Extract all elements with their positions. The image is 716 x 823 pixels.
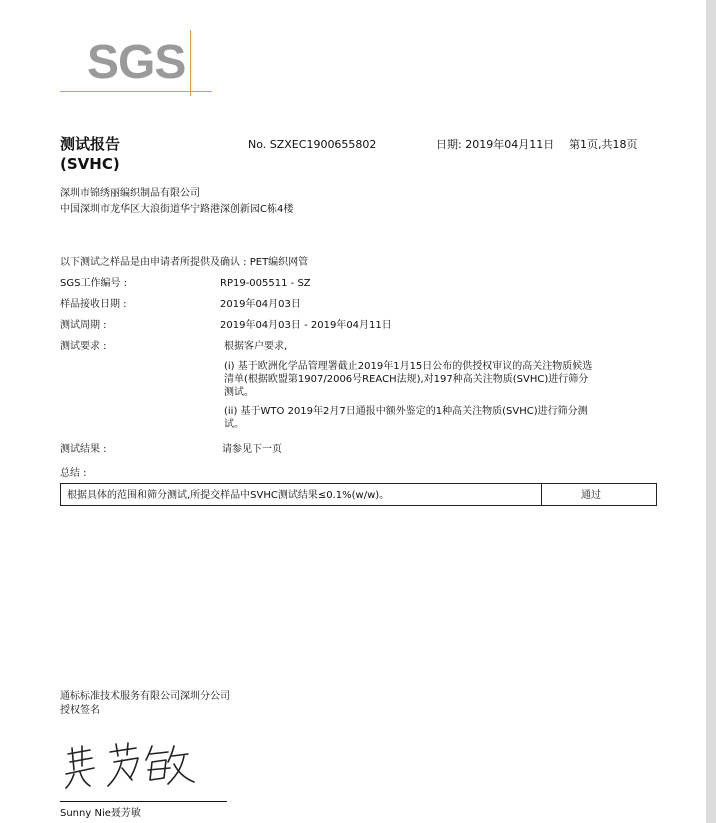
summary-text: 根据具体的范围和筛分测试,所提交样品中SVHC测试结果≤0.1%(w/w)。 — [67, 490, 390, 501]
handwritten-signature — [60, 740, 200, 795]
logo-vertical-rule — [190, 30, 191, 96]
receive-date-value: 2019年04月03日 — [220, 299, 301, 310]
test-result-value: 请参见下一页 — [222, 444, 282, 455]
page-edge-scrollbar — [706, 0, 716, 823]
summary-divider — [541, 484, 542, 505]
test-request-intro: 根据客户要求, — [224, 341, 288, 352]
page-indicator: 第1页,共18页 — [569, 138, 638, 151]
receive-date-label: 样品接收日期 : — [60, 299, 127, 310]
test-request-i-line2: 清单(根据欧盟第1907/2006号REACH法规),对197种高关注物质(SVHC)进行筛分 — [224, 374, 589, 385]
test-request-i-line1: (i) 基于欧洲化学品管理署截止2019年1月15日公布的供授权审议的高关注物质候选 — [224, 361, 593, 372]
signer-name: Sunny Nie聂芳敏 — [60, 808, 141, 819]
report-subtitle: (SVHC) — [60, 155, 120, 173]
test-request-ii-line1: (ii) 基于WTO 2019年2月7日通报中额外鉴定的1种高关注物质(SVHC)进行筛分测 — [224, 406, 588, 417]
sgs-logo-text: SGS — [87, 36, 186, 89]
job-no-value: RP19-005511 - SZ — [220, 278, 311, 289]
summary-label: 总结 : — [60, 468, 87, 479]
sgs-logo — [60, 30, 212, 95]
test-result-label: 测试结果 : — [60, 444, 107, 455]
report-title: 测试报告 — [60, 135, 121, 153]
test-request-label: 测试要求 : — [60, 341, 107, 352]
test-period-value: 2019年04月03日 - 2019年04月11日 — [220, 320, 392, 331]
test-period-label: 测试周期 : — [60, 320, 107, 331]
test-request-ii-line2: 试。 — [224, 419, 244, 430]
report-date: 日期: 2019年04月11日 — [436, 138, 555, 151]
signature-line — [60, 801, 227, 802]
summary-result: 通过 — [581, 490, 601, 501]
report-number: No. SZXEC1900655802 — [248, 138, 377, 151]
applicant-name: 深圳市锦绣丽编织制品有限公司 — [60, 188, 200, 199]
issuer-company: 通标标准技术服务有限公司深圳分公司 — [60, 691, 230, 702]
applicant-address: 中国深圳市龙华区大浪街道华宁路港深创新园C栋4楼 — [60, 204, 294, 215]
summary-table — [60, 483, 657, 506]
test-request-i-line3: 测试。 — [224, 387, 254, 398]
sample-intro: 以下测试之样品是由申请者所提供及确认 : PET编织网管 — [60, 257, 309, 268]
job-no-label: SGS工作编号 : — [60, 278, 127, 289]
authorized-signature-label: 授权签名 — [60, 705, 100, 716]
